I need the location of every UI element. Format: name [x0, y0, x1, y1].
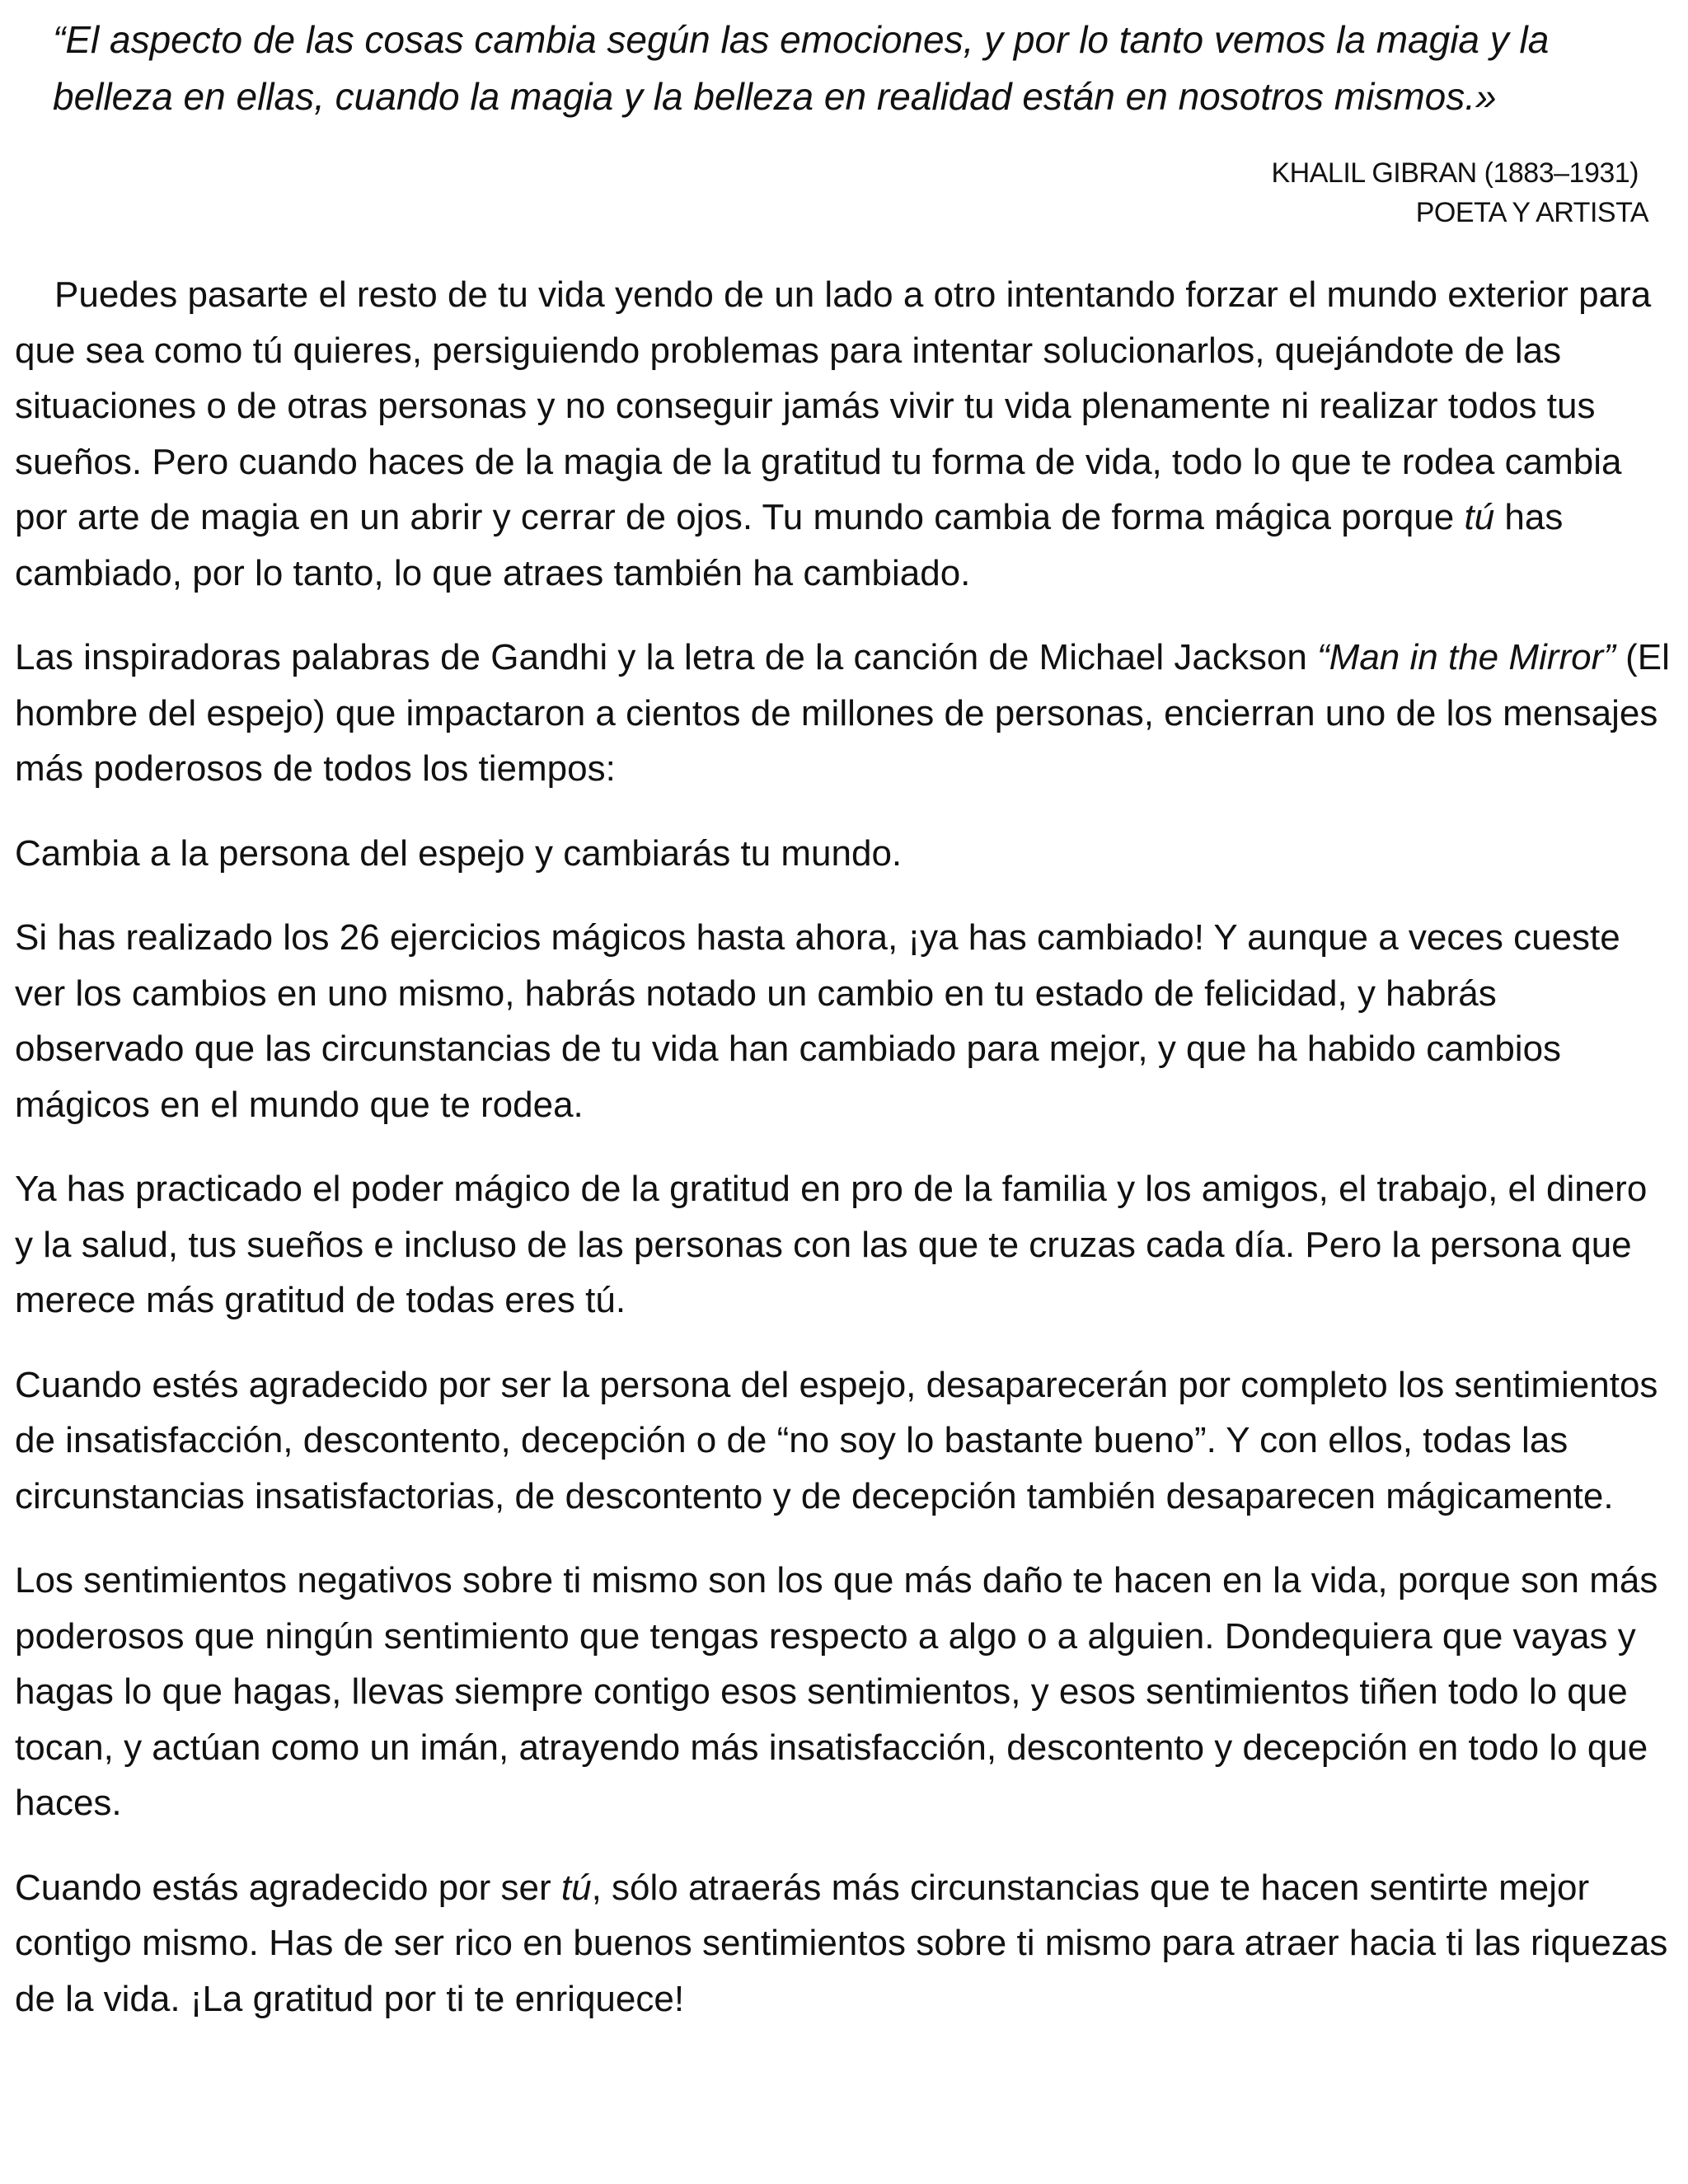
- paragraph-1-emphasis: tú: [1464, 497, 1495, 537]
- paragraph-8-text-a: Cuando estás agradecido por ser: [15, 1867, 561, 1908]
- paragraph-1-text-b: has cambiado, por lo tanto, lo que atraes también ha cambiado.: [15, 497, 1564, 593]
- paragraph-7: Los sentimientos negativos sobre ti mismo son los que más daño te hacen en la vida, porque son más poderosos que ningún sentimiento que tengas respecto a algo o a alguien. Dondequiera que vayas y hagas lo que hagas, llevas siempre contigo esos sentimientos, y esos sentimientos tiñen todo lo que tocan, y actúan como un imán, atrayendo más insatisfacción, descontento y decepción en todo lo que haces.: [15, 1560, 1658, 1823]
- paragraph-6: Cuando estés agradecido por ser la persona del espejo, desaparecerán por completo los sentimientos de insatisfacción, descontento, decepción o de “no soy lo bastante bueno”. Y con ellos, todas las circunstancias insatisfactorias, de descontento y de decepción también desaparecen mágicamente.: [15, 1364, 1658, 1516]
- song-title: “Man in the Mirror”: [1317, 637, 1615, 677]
- paragraph-8-emphasis: tú: [560, 1867, 592, 1908]
- quote-attribution: [1272, 153, 1649, 232]
- body-text: [15, 267, 1672, 2055]
- epigraph-quote: “El aspecto de las cosas cambia según las emociones, y por lo tanto vemos la magia y la belleza en ellas, cuando la magia y la belleza en realidad están en nosotros mismos.»: [53, 18, 1550, 118]
- paragraph-8-text-b: , sólo atraerás más circunstancias que te hacen sentirte mejor contigo mismo. Has de ser rico en buenos sentimientos sobre ti mismo para atraer hacia ti las riquezas de la vida. ¡La gratitud por ti te enriquece!: [15, 1867, 1668, 2019]
- paragraph-2: [15, 630, 1672, 797]
- paragraph-8: [15, 1860, 1672, 2027]
- paragraph-2-text-b: (El hombre del espejo) que impactaron a cientos de millones de personas, encierran uno de los mensajes más poderosos de todos los tiempos:: [15, 637, 1670, 789]
- paragraph-4: Si has realizado los 26 ejercicios mágicos hasta ahora, ¡ya has cambiado! Y aunque a veces cueste ver los cambios en uno mismo, habrás notado un cambio en tu estado de felicidad, y habrás observado que las circunstancias de tu vida han cambiado para mejor, y que ha habido cambios mágicos en el mundo que te rodea.: [15, 917, 1620, 1125]
- paragraph-2-text-a: Las inspiradoras palabras de Gandhi y la letra de la canción de Michael Jackson: [15, 637, 1318, 677]
- paragraph-3: Cambia a la persona del espejo y cambiarás tu mundo.: [15, 832, 903, 874]
- paragraph-5: Ya has practicado el poder mágico de la gratitud en pro de la familia y los amigos, el trabajo, el dinero y la salud, tus sueños e incluso de las personas con las que te cruzas cada día. Pero la persona que merece más gratitud de todas eres tú.: [15, 1169, 1648, 1320]
- paragraph-1: [15, 267, 1672, 601]
- paragraph-1-text-a: Puedes pasarte el resto de tu vida yendo de un lado a otro intentando forzar el mundo exterior para que sea como tú quieres, persiguiendo problemas para intentar solucionarlos, quejándote de las situaciones o de otras personas y no conseguir jamás vivir tu vida plenamente ni realizar todos tus sueños. Pero cuando haces de la magia de la gratitud tu forma de vida, todo lo que te rodea cambia por arte de magia en un abrir y cerrar de ojos. Tu mundo cambia de forma mágica porque: [15, 274, 1652, 537]
- quote-author: KHALIL GIBRAN (1883–1931): [1271, 157, 1639, 189]
- quote-author-role: POETA Y ARTISTA: [1415, 197, 1648, 228]
